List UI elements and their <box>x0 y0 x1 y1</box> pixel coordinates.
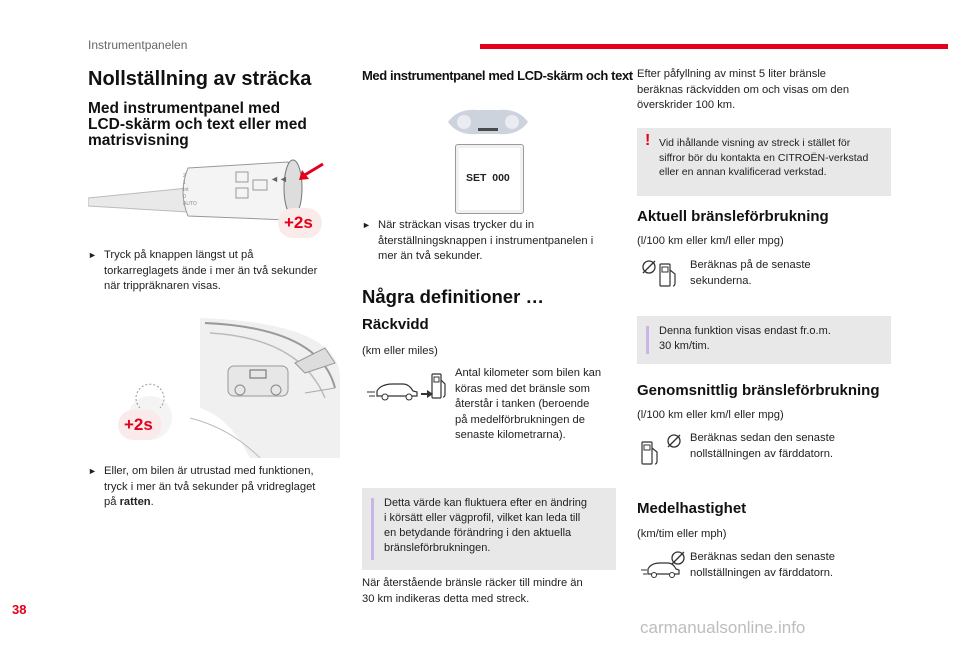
warning-note: ! Vid ihållande visning av streck i stället för siffror bör du kontakta en CITROËN-verkstad eller en annan kvalificerad verkstad. <box>637 128 891 196</box>
average-consumption-description: Beräknas sedan den senaste nollställningen av färddatorn. <box>690 432 835 460</box>
lcd-heading: Med instrumentpanel med LCD-skärm och text <box>362 68 633 83</box>
page-number: 38 <box>12 602 27 617</box>
warning-icon: ! <box>645 132 651 149</box>
definitions-title: Några definitioner … <box>362 286 544 307</box>
page-title: Nollställning av sträcka <box>88 68 312 90</box>
svg-text:1: 1 <box>183 180 186 186</box>
svg-text:AUTO: AUTO <box>183 201 197 207</box>
subtitle-line-1: Med instrumentpanel med <box>88 100 281 117</box>
svg-text:Int: Int <box>183 187 189 193</box>
range-note: Detta värde kan fluktuera efter en ändring i körsätt eller vägprofil, vilket kan leda till en betydande förändring i den aktuella bränsleförbrukningen. <box>362 488 616 570</box>
bullet-wiper: ► Tryck på knappen längst ut på torkarreglagets ände i mer än två sekunder när trippräknaren visas. <box>88 249 318 292</box>
bullet-marker: ► <box>88 250 97 260</box>
refuel-intro: Efter påfyllning av minst 5 liter bränsle beräknas räckvidden om och visas om den överskrider 100 km. <box>637 68 850 111</box>
svg-text:0: 0 <box>183 194 186 200</box>
instrument-cluster-icon <box>448 108 528 136</box>
current-consumption-description: Beräknas på de senaste sekunderna. <box>690 259 811 287</box>
range-footer: När återstående bränsle räcker till mindre än 30 km indikeras detta med streck. <box>362 577 583 605</box>
note-marker <box>646 326 649 354</box>
lcd-display <box>455 144 524 214</box>
bullet-marker: ► <box>362 220 371 230</box>
note-marker <box>371 498 374 560</box>
current-consumption-note: Denna funktion visas endast fr.o.m. 30 km/tim. <box>637 316 891 364</box>
average-speed-title: Medelhastighet <box>637 500 747 517</box>
bullet-marker: ► <box>88 466 97 476</box>
header-accent-bar <box>480 44 948 49</box>
timer-badge-2: +2s <box>118 410 162 440</box>
section-header: Instrumentpanelen <box>88 38 188 52</box>
subtitle-line-3: matrisvisning <box>88 132 189 149</box>
average-consumption-unit: (l/100 km eller km/l eller mpg) <box>637 409 784 421</box>
current-consumption-title: Aktuell bränsleförbrukning <box>637 208 829 225</box>
range-unit: (km eller miles) <box>362 345 438 357</box>
range-title: Räckvidd <box>362 316 429 333</box>
timer-badge-1: +2s <box>278 208 322 238</box>
range-description: Antal kilometer som bilen kan köras med det bränsle som återstår i tanken (beroende på medelförbrukningen de senaste kilometrarna). <box>455 367 602 441</box>
average-speed-description: Beräknas sedan den senaste nollställningen av färddatorn. <box>690 551 835 579</box>
watermark: carmanualsonline.info <box>640 618 806 637</box>
bullet-steering-wheel: ► Eller, om bilen är utrustad med funktionen, tryck i mer än två sekunder på vridreglaget på ratten. <box>88 465 316 508</box>
current-consumption-unit: (l/100 km eller km/l eller mpg) <box>637 235 784 247</box>
average-speed-icon <box>640 550 688 584</box>
svg-text:2: 2 <box>183 173 186 179</box>
average-consumption-icon <box>640 432 686 466</box>
average-speed-unit: (km/tim eller mph) <box>637 528 727 540</box>
lcd-readout: SET 000 <box>466 172 510 184</box>
bullet-lcd-reset: ► När sträckan visas trycker du in återställningsknappen i instrumentpanelen i mer än två sekunder. <box>362 219 594 262</box>
average-consumption-title: Genomsnittlig bränsleförbrukning <box>637 382 880 399</box>
fuel-pump-icon <box>430 370 448 402</box>
svg-text:◄◄: ◄◄ <box>270 174 288 184</box>
subtitle-line-2: LCD-skärm och text eller med <box>88 116 307 133</box>
current-consumption-icon <box>640 258 684 290</box>
